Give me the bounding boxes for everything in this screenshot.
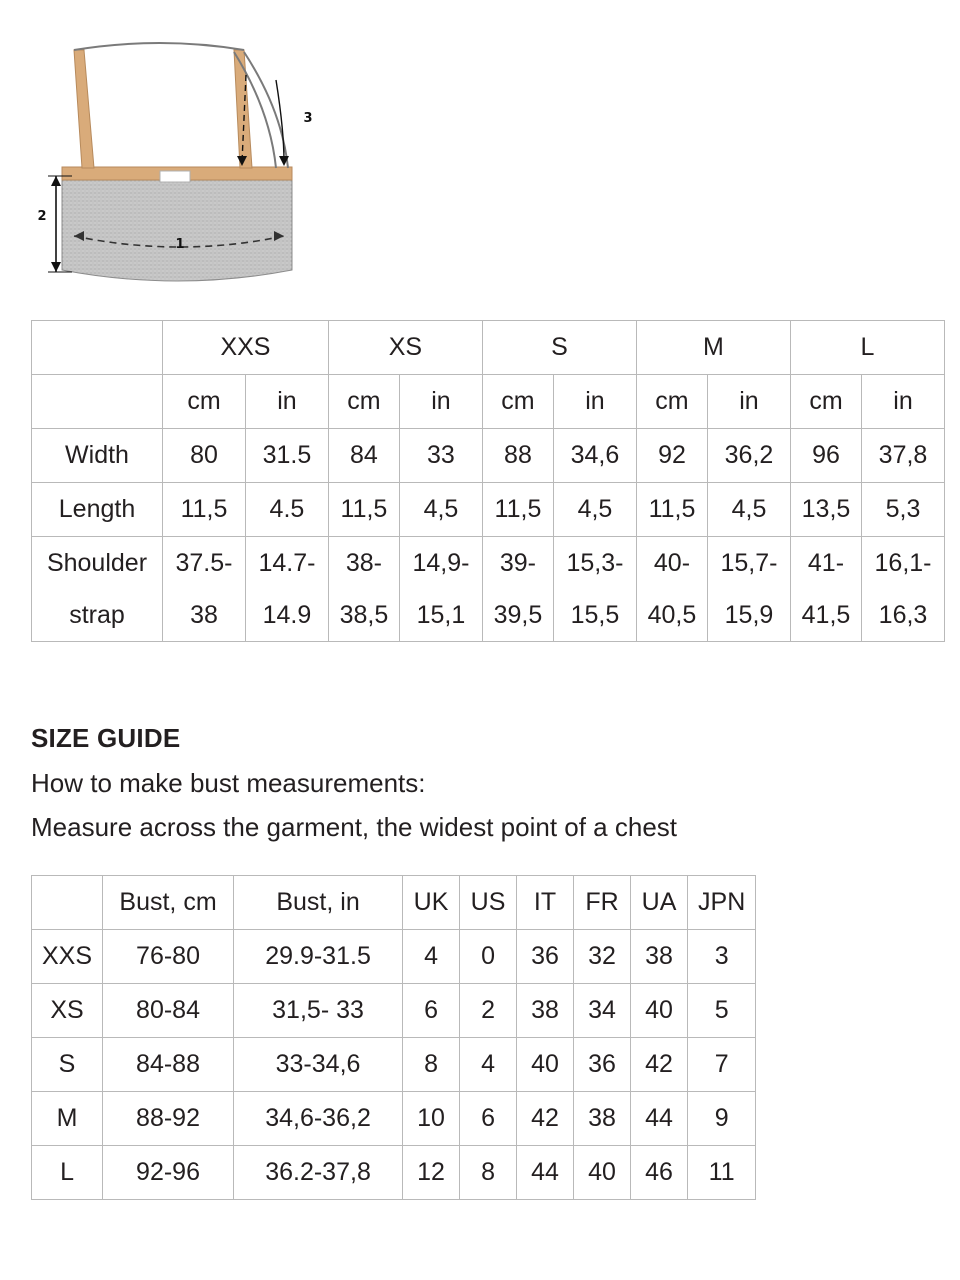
conv-header-bust-in: Bust, in: [234, 876, 403, 930]
unit-header: cm: [790, 375, 861, 429]
cell-width: 80: [163, 429, 246, 483]
conv-cell-size: L: [32, 1146, 103, 1200]
conv-cell-it: 38: [517, 984, 574, 1038]
table-row-unit-headers: [32, 375, 945, 429]
cell-shoulder-bottom: 40,5: [636, 589, 707, 642]
conv-header-uk: UK: [403, 876, 460, 930]
conv-cell-uk: 12: [403, 1146, 460, 1200]
conv-cell-size: M: [32, 1092, 103, 1146]
unit-header: in: [399, 375, 482, 429]
diagram-label-2: 2: [37, 209, 47, 224]
table-row-width: [32, 429, 945, 483]
unit-header: cm: [636, 375, 707, 429]
conv-cell-ua: 38: [631, 930, 688, 984]
conv-cell-bust-in: 31,5- 33: [234, 984, 403, 1038]
conv-cell-jpn: 9: [688, 1092, 756, 1146]
conv-cell-bust-in: 33-34,6: [234, 1038, 403, 1092]
size-conversion-table: [31, 875, 756, 1200]
conv-cell-us: 0: [460, 930, 517, 984]
cell-shoulder-bottom: 15,9: [708, 589, 791, 642]
cell-width: 34,6: [553, 429, 636, 483]
conv-cell-it: 36: [517, 930, 574, 984]
conv-cell-fr: 36: [574, 1038, 631, 1092]
conv-cell-bust-cm: 92-96: [103, 1146, 234, 1200]
conv-cell-jpn: 7: [688, 1038, 756, 1092]
conv-header-us: US: [460, 876, 517, 930]
table-row-size-headers: [32, 321, 945, 375]
conv-cell-bust-cm: 88-92: [103, 1092, 234, 1146]
table-row: [32, 984, 756, 1038]
cell-width: 92: [636, 429, 707, 483]
cell-length: 13,5: [790, 483, 861, 537]
conv-header-jpn: JPN: [688, 876, 756, 930]
size-guide-title: SIZE GUIDE: [31, 723, 181, 753]
conv-cell-ua: 42: [631, 1038, 688, 1092]
table-row: [32, 1038, 756, 1092]
cell-shoulder-bottom: 41,5: [790, 589, 861, 642]
conv-cell-fr: 38: [574, 1092, 631, 1146]
table-row-shoulder-strap-top: [32, 537, 945, 590]
size-header-l: L: [790, 321, 944, 375]
cell-shoulder-top: 38-: [328, 537, 399, 590]
table-row-conversion-headers: [32, 876, 756, 930]
unit-header: in: [862, 375, 945, 429]
conv-cell-us: 4: [460, 1038, 517, 1092]
table-row-shoulder-strap-bottom: [32, 589, 945, 642]
cell-shoulder-top: 15,3-: [553, 537, 636, 590]
conv-cell-uk: 4: [403, 930, 460, 984]
cell-shoulder-top: 39-: [482, 537, 553, 590]
conv-cell-bust-in: 36.2-37,8: [234, 1146, 403, 1200]
unit-header: cm: [328, 375, 399, 429]
table-row-length: [32, 483, 945, 537]
cell-shoulder-top: 41-: [790, 537, 861, 590]
cell-width: 96: [790, 429, 861, 483]
conv-cell-fr: 34: [574, 984, 631, 1038]
cell-shoulder-bottom: 38,5: [328, 589, 399, 642]
conv-cell-jpn: 3: [688, 930, 756, 984]
size-guide-line-2: Measure across the garment, the widest point of a chest: [31, 812, 678, 842]
cell-width: 37,8: [862, 429, 945, 483]
cell-shoulder-bottom: 15,5: [553, 589, 636, 642]
conv-cell-ua: 44: [631, 1092, 688, 1146]
conv-cell-uk: 6: [403, 984, 460, 1038]
cell-width: 88: [482, 429, 553, 483]
cell-length: 4,5: [708, 483, 791, 537]
cell-shoulder-top: 14,9-: [399, 537, 482, 590]
conv-header-empty: [32, 876, 103, 930]
size-header-m: M: [636, 321, 790, 375]
table-row: [32, 1146, 756, 1200]
cell-shoulder-bottom: 15,1: [399, 589, 482, 642]
cell-shoulder-bottom: 38: [163, 589, 246, 642]
cell-width: 31.5: [245, 429, 328, 483]
conv-cell-size: XS: [32, 984, 103, 1038]
cell-length: 11,5: [482, 483, 553, 537]
cell-width: 33: [399, 429, 482, 483]
cell-length: 5,3: [862, 483, 945, 537]
cell-length: 4.5: [245, 483, 328, 537]
conv-cell-size: XXS: [32, 930, 103, 984]
row-label-width: Width: [32, 429, 163, 483]
conv-header-bust-cm: Bust, cm: [103, 876, 234, 930]
conv-cell-bust-cm: 84-88: [103, 1038, 234, 1092]
measurements-table: [31, 320, 945, 642]
conv-cell-jpn: 11: [688, 1146, 756, 1200]
unit-header: in: [553, 375, 636, 429]
unit-header: in: [708, 375, 791, 429]
conv-cell-bust-cm: 76-80: [103, 930, 234, 984]
cell-width: 84: [328, 429, 399, 483]
size-header-xs: XS: [328, 321, 482, 375]
cell-length: 4,5: [553, 483, 636, 537]
cell-length: 4,5: [399, 483, 482, 537]
table-row: [32, 1092, 756, 1146]
conv-header-it: IT: [517, 876, 574, 930]
garment-measurement-diagram: [30, 40, 370, 290]
conv-cell-ua: 46: [631, 1146, 688, 1200]
conv-cell-it: 44: [517, 1146, 574, 1200]
conv-cell-ua: 40: [631, 984, 688, 1038]
empty-unit-cell: [32, 375, 163, 429]
cell-length: 11,5: [163, 483, 246, 537]
conv-cell-bust-cm: 80-84: [103, 984, 234, 1038]
table-row: [32, 930, 756, 984]
conv-cell-it: 40: [517, 1038, 574, 1092]
diagram-label-3: 3: [303, 111, 313, 126]
conv-cell-jpn: 5: [688, 984, 756, 1038]
unit-header: in: [245, 375, 328, 429]
diagram-label-1: 1: [175, 237, 185, 252]
unit-header: cm: [482, 375, 553, 429]
cell-length: 11,5: [636, 483, 707, 537]
conv-cell-us: 6: [460, 1092, 517, 1146]
conv-cell-bust-in: 29.9-31.5: [234, 930, 403, 984]
row-label-strap: strap: [32, 589, 163, 642]
conv-header-ua: UA: [631, 876, 688, 930]
cell-length: 11,5: [328, 483, 399, 537]
cell-shoulder-top: 16,1-: [862, 537, 945, 590]
row-label-shoulder: Shoulder: [32, 537, 163, 590]
cell-shoulder-top: 37.5-: [163, 537, 246, 590]
cell-shoulder-bottom: 39,5: [482, 589, 553, 642]
conv-header-fr: FR: [574, 876, 631, 930]
conv-cell-size: S: [32, 1038, 103, 1092]
conv-cell-uk: 8: [403, 1038, 460, 1092]
conv-cell-it: 42: [517, 1092, 574, 1146]
size-header-s: S: [482, 321, 636, 375]
unit-header: cm: [163, 375, 246, 429]
size-header-xxs: XXS: [163, 321, 329, 375]
cell-shoulder-top: 40-: [636, 537, 707, 590]
conv-cell-fr: 32: [574, 930, 631, 984]
cell-shoulder-bottom: 14.9: [245, 589, 328, 642]
cell-shoulder-top: 15,7-: [708, 537, 791, 590]
row-label-length: Length: [32, 483, 163, 537]
conv-cell-uk: 10: [403, 1092, 460, 1146]
size-guide-line-1: How to make bust measurements:: [31, 768, 426, 798]
cell-shoulder-top: 14.7-: [245, 537, 328, 590]
conv-cell-us: 8: [460, 1146, 517, 1200]
empty-corner-cell: [32, 321, 163, 375]
conv-cell-bust-in: 34,6-36,2: [234, 1092, 403, 1146]
cell-shoulder-bottom: 16,3: [862, 589, 945, 642]
conv-cell-fr: 40: [574, 1146, 631, 1200]
conv-cell-us: 2: [460, 984, 517, 1038]
cell-width: 36,2: [708, 429, 791, 483]
